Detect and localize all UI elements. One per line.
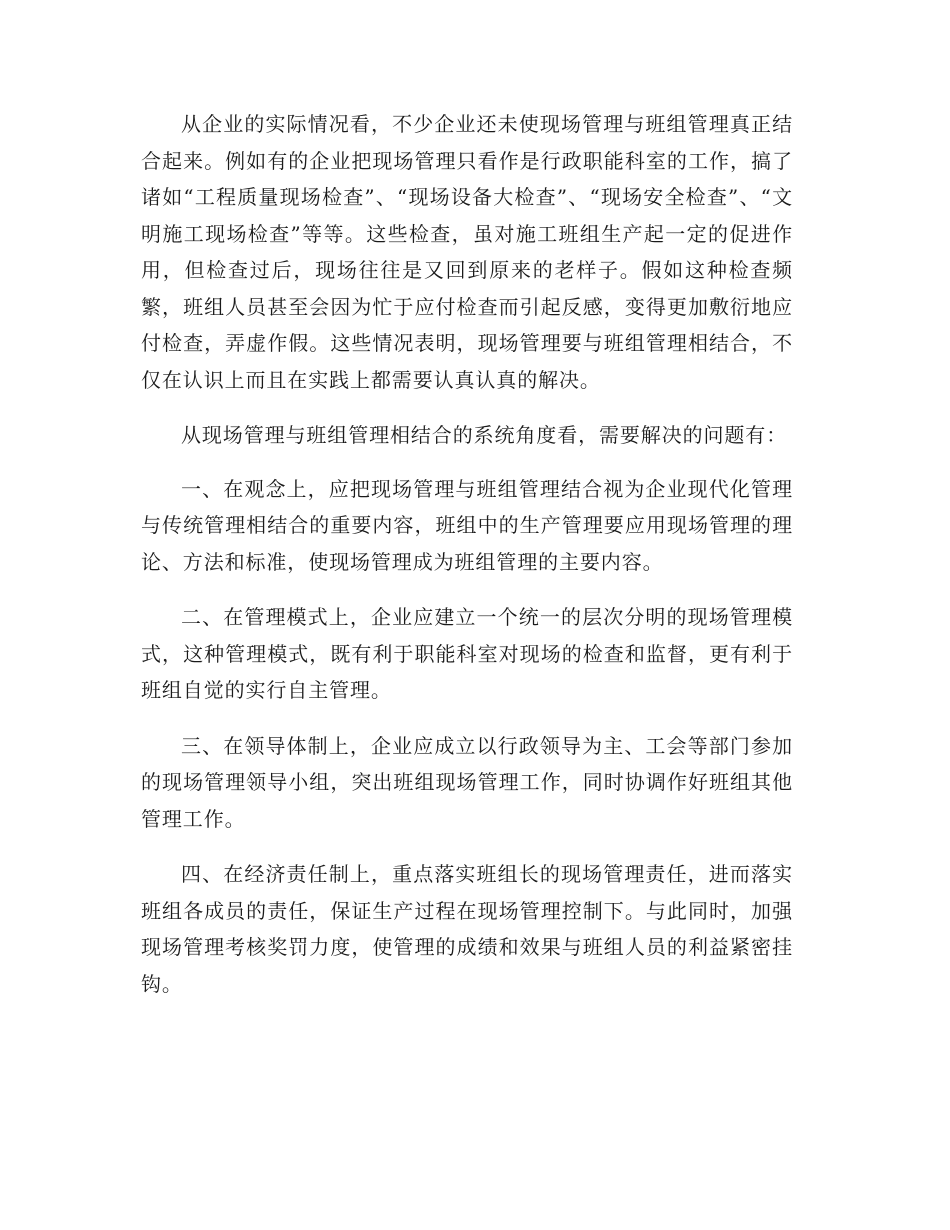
paragraph-problems-intro: 从现场管理与班组管理相结合的系统角度看，需要解决的问题有： <box>181 423 788 447</box>
paragraph-point-2-model: 二、在管理模式上，企业应建立一个统一的层次分明的现场管理模式，这种管理模式，既有利于职能科室对现场的检查和监督，更有利于班组自觉的实行自主管理。 <box>141 605 793 702</box>
document-body <box>141 106 793 1021</box>
paragraph-point-1-concept: 一、在观念上，应把现场管理与班组管理结合视为企业现代化管理与传统管理相结合的重要内容，班组中的生产管理要应用现场管理的理论、方法和标准，使现场管理成为班组管理的主要内容。 <box>141 476 793 574</box>
paragraph-situation: 从企业的实际情况看，不少企业还未使现场管理与班组管理真正结合起来。例如有的企业把现场管理只看作是行政职能科室的工作，搞了诸如“工程质量现场检查”、“现场设备大检查”、“现场安全检查”、“文明施工现场检查”等等。这些检查，虽对施工班组生产起一定的促进作用，但检查过后，现场往往是又回到原来的老样子。假如这种检查频繁，班组人员甚至会因为忙于应付检查而引起反感，变得更加敷衍地应付检查，弄虚作假。这些情况表明，现场管理要与班组管理相结合，不仅在认识上而且在实践上都需要认真认真的解决。 <box>141 112 793 392</box>
paragraph-point-4-responsibility: 四、在经济责任制上，重点落实班组长的现场管理责任，进而落实班组各成员的责任，保证生产过程在现场管理控制下。与此同时，加强现场管理考核奖罚力度，使管理的成绩和效果与班组人员的利益紧密挂钩。 <box>141 862 793 996</box>
paragraph-point-3-leadership: 三、在领导体制上，企业应成立以行政领导为主、工会等部门参加的现场管理领导小组，突出班组现场管理工作，同时协调作好班组其他管理工作。 <box>141 733 793 831</box>
